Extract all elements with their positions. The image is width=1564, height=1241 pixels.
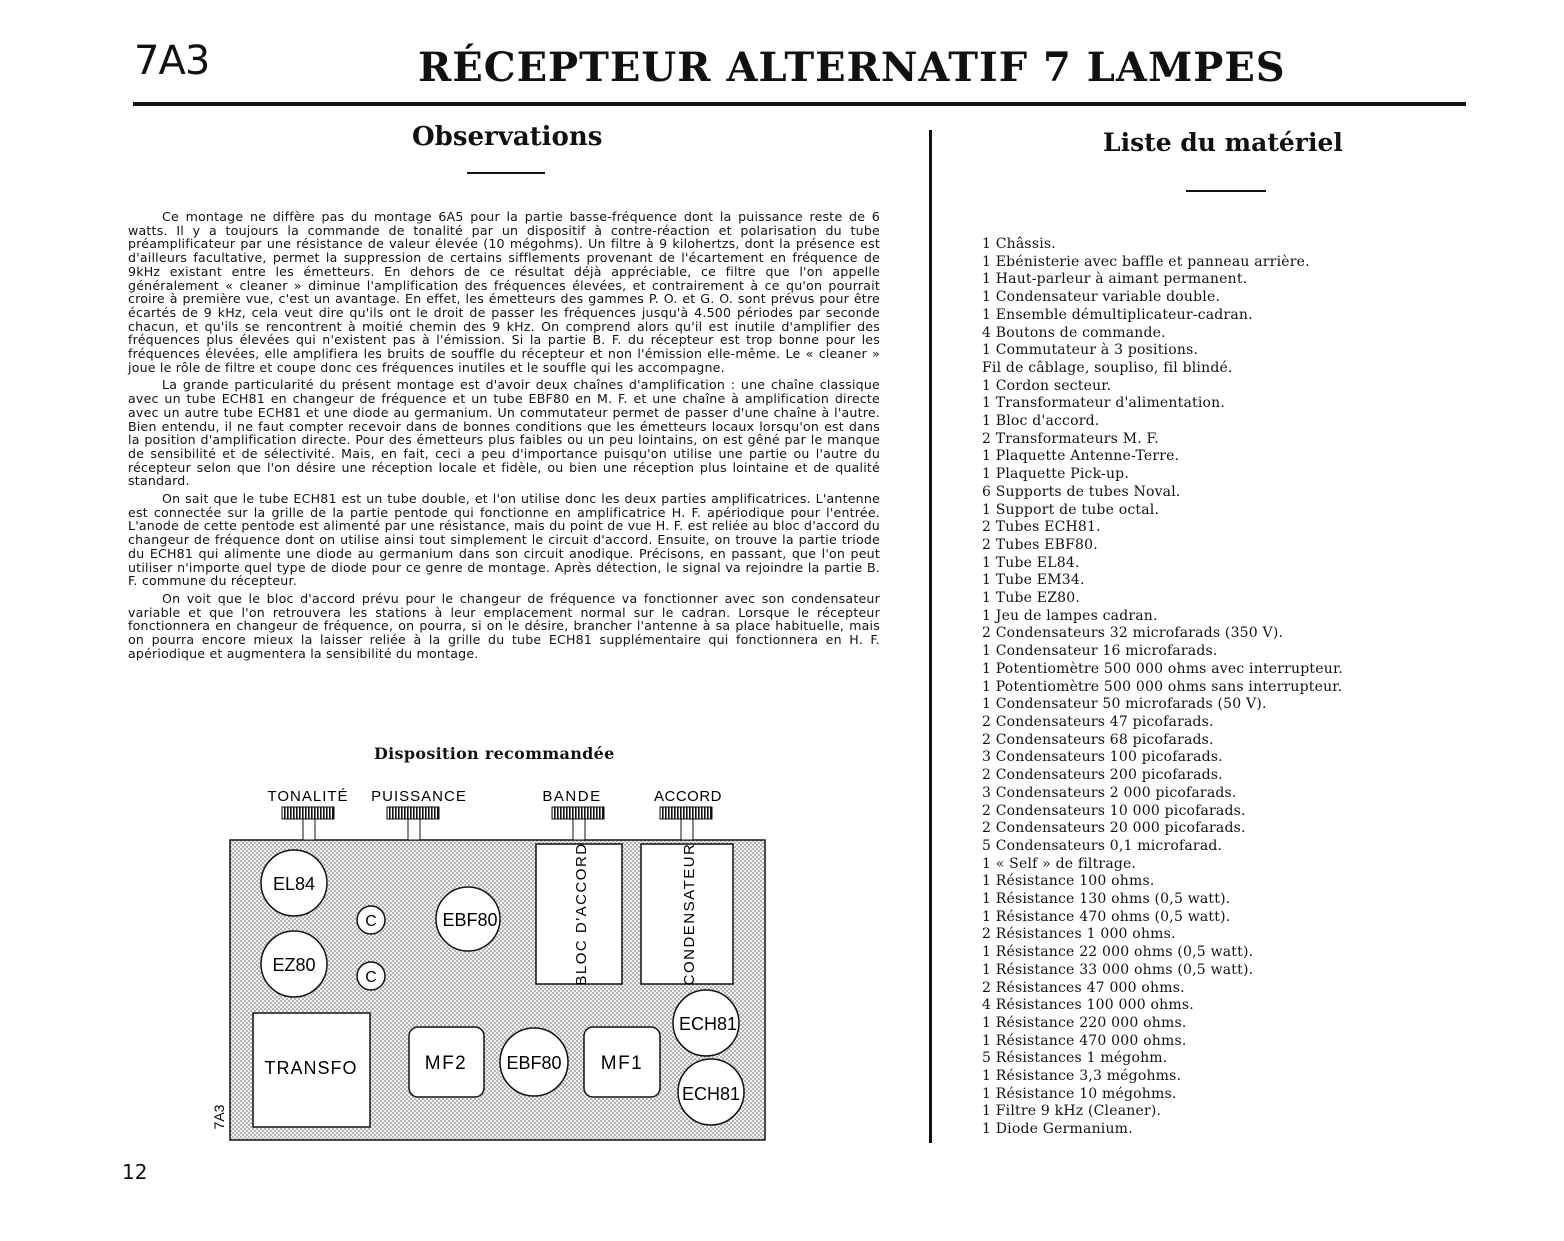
materials-list-item: 1 Support de tube octal.	[982, 501, 1160, 518]
materials-list-item: 2 Résistances 1 000 ohms.	[982, 926, 1176, 943]
materials-list-item: 1 Résistance 220 000 ohms.	[982, 1014, 1187, 1031]
materials-list-item: 2 Condensateurs 20 000 picofarads.	[982, 820, 1246, 837]
materials-list-item: 2 Condensateurs 200 picofarads.	[982, 767, 1223, 784]
materials-list-item: 1 Résistance 33 000 ohms (0,5 watt).	[982, 961, 1254, 978]
materials-list-item: 1 Cordon secteur.	[982, 377, 1112, 394]
diagram-title: Disposition recommandée	[374, 744, 615, 763]
column-divider	[929, 130, 932, 1143]
knob-label-bande: BANDE	[542, 788, 602, 805]
knob-label-tonalite: TONALITÉ	[267, 788, 349, 805]
materials-list-item: 1 Résistance 470 ohms (0,5 watt).	[982, 908, 1231, 925]
materials-list-item: 1 Tube EZ80.	[982, 590, 1081, 607]
materials-list-item: 1 Potentiomètre 500 000 ohms sans interrupteur.	[982, 678, 1343, 695]
knob-puissance	[387, 807, 439, 840]
layout-diagram	[200, 780, 780, 1150]
observations-paragraph: On voit que le bloc d'accord prévu pour le changeur de fréquence va fonctionner avec son condensateur variable et que l'on retrouvera les stations à leur emplacement normal sur le cadran. Lorsque le récepteur fonctionnera en changeur de fréquence, on pourra, si on le désire, brancher l'antenne à sa place habituelle, mais on pourra encore mieux la laisser reliée à la grille du tube ECH81 supplémentaire qui fonctionnera en H. F. apériodique et augmentera la sensibilité du montage.	[128, 590, 880, 661]
materials-list-item: 1 Résistance 3,3 mégohms.	[982, 1068, 1182, 1085]
materials-list-item: 1 Condensateur variable double.	[982, 289, 1221, 306]
materials-list-item: 6 Supports de tubes Noval.	[982, 483, 1181, 500]
materials-list-item: 1 Résistance 100 ohms.	[982, 873, 1155, 890]
materials-list-item: 1 « Self » de filtrage.	[982, 855, 1137, 872]
materials-list-item: 2 Tubes ECH81.	[982, 519, 1101, 536]
materials-list-item: 2 Condensateurs 68 picofarads.	[982, 731, 1214, 748]
materials-list	[982, 236, 1362, 1139]
materials-list-item: Fil de câblage, soupliso, fil blindé.	[982, 359, 1233, 376]
tube-label: EBF80	[506, 1053, 562, 1073]
capacitor-label: C	[365, 969, 377, 986]
materials-list-item: 1 Commutateur à 3 positions.	[982, 342, 1199, 359]
materials-list-item: 1 Filtre 9 kHz (Cleaner).	[982, 1103, 1162, 1120]
mf1-label: MF1	[600, 1053, 644, 1074]
materials-list-item: 4 Boutons de commande.	[982, 324, 1166, 341]
materials-list-item: 1 Potentiomètre 500 000 ohms avec interrupteur.	[982, 660, 1343, 677]
materials-list-item: 1 Résistance 10 mégohms.	[982, 1085, 1177, 1102]
materials-list-item: 2 Condensateurs 32 microfarads (350 V).	[982, 625, 1284, 642]
materials-list-item: 1 Plaquette Antenne-Terre.	[982, 448, 1180, 465]
materials-list-item: 1 Ensemble démultiplicateur-cadran.	[982, 306, 1253, 323]
tube-label: ECH81	[681, 1084, 741, 1104]
materials-list-item: 2 Résistances 47 000 ohms.	[982, 979, 1185, 996]
materials-list-item: 2 Condensateurs 47 picofarads.	[982, 713, 1214, 730]
knob-tonalite	[282, 807, 334, 840]
condensateur-label: CONDENSATEUR	[681, 842, 698, 986]
page-number: 12	[122, 1160, 148, 1184]
materials-list-item: 5 Résistances 1 mégohm.	[982, 1050, 1168, 1067]
page-code: 7A3	[134, 38, 210, 84]
materials-list-item: 4 Résistances 100 000 ohms.	[982, 997, 1194, 1014]
mf2-label: MF2	[424, 1053, 468, 1074]
chassis-mark: 7A3	[211, 1104, 227, 1130]
observations-body	[128, 210, 880, 665]
knob-label-puissance: PUISSANCE	[371, 788, 467, 805]
materials-list-item: 5 Condensateurs 0,1 microfarad.	[982, 837, 1223, 854]
knob-accord	[660, 807, 712, 840]
capacitor-label: C	[365, 913, 377, 930]
materials-list-item: 1 Résistance 470 000 ohms.	[982, 1032, 1187, 1049]
page-title: RÉCEPTEUR ALTERNATIF 7 LAMPES	[418, 44, 1286, 91]
bloc-accord-label: BLOC D'ACCORD	[573, 842, 590, 986]
observations-heading: Observations	[412, 122, 603, 152]
header-rule	[133, 102, 1466, 106]
materials-list-item: 1 Jeu de lampes cadran.	[982, 607, 1158, 624]
materials-list-item: 1 Plaquette Pick-up.	[982, 466, 1129, 483]
materials-list-item: 1 Haut-parleur à aimant permanent.	[982, 271, 1248, 288]
materials-list-item: 1 Transformateur d'alimentation.	[982, 395, 1225, 412]
observations-paragraph: Ce montage ne diffère pas du montage 6A5 pour la partie basse-fréquence dont la puissance reste de 6 watts. Il y a toujours la commande de tonalité par un dispositif à contre-réaction et polarisation du tube préamplificateur par une résistance de valeur élevée (10 mégohms). Un filtre à 9 kilohertzs, dont la présence est d'ailleurs facultative, permet la suppression de certains sifflements provenant de l'écartement en fréquence de 9kHz existant entre les émetteurs. En dehors de ce résultat déjà appréciable, ce filtre que l'on appelle généralement « cleaner » diminue l'amplification des fréquences élevées, et contrairement à ce qu'on pourrait croire à première vue, c'est un avantage. En effet, les émetteurs des gammes P. O. et G. O. sont prévus pour être écartés de 9 kHz, cela veut dire qu'ils ont le droit de passer les fréquences jusqu'à 4.500 périodes par seconde chacun, et qu'ils se rencontrent à moitié chemin des 9 kHz. On comprend alors qu'il est inutile d'amplifier des fréquences plus élevées qui n'existent pas à l'émission. Si la partie B. F. du récepteur est trop bonne pour les fréquences élevées, elle amplifiera les bruits de souffle du récepteur et non l'émission elle-même. Le « cleaner » joue le rôle de filtre et coupe donc ces fréquences inutiles et le souffle qui les accompagne.	[128, 209, 880, 375]
tube-label: ECH81	[678, 1014, 738, 1034]
materials-list-item: 1 Condensateur 50 microfarads (50 V).	[982, 696, 1267, 713]
materials-list-item: 3 Condensateurs 100 picofarads.	[982, 749, 1223, 766]
materials-list-item: 1 Résistance 130 ohms (0,5 watt).	[982, 891, 1231, 908]
materials-list-item: 1 Ebénisterie avec baffle et panneau arrière.	[982, 253, 1310, 270]
observations-paragraph: On sait que le tube ECH81 est un tube double, et l'on utilise donc les deux parties amplificatrices. L'antenne est connectée sur la grille de la partie pentode qui fonctionne en amplificatrice H. F. apériodique pour l'entrée. L'anode de cette pentode est alimenté par une résistance, mais du point de vue H. F. est reliée au bloc d'accord du changeur de fréquence dont on utilise ainsi tout simplement le circuit d'accord. Ensuite, on trouve la partie triode du ECH81 qui alimente une diode au germanium dans son circuit anodique. Précisons, en passant, que l'on peut utiliser n'importe quel type de diode pour ce genre de montage. Après détection, le signal va rejoindre la partie B. F. commune du récepteur.	[128, 491, 880, 589]
materials-heading-rule	[1186, 190, 1266, 192]
tube-label: EBF80	[442, 910, 498, 930]
materials-list-item: 1 Condensateur 16 microfarads.	[982, 643, 1218, 660]
observations-paragraph: La grande particularité du présent montage est d'avoir deux chaînes d'amplification : une chaîne classique avec un tube ECH81 en changeur de fréquence et un tube EBF80 en M. F. et une chaîne à amplification directe avec un autre tube ECH81 et une diode au germanium. Un commutateur permet de passer d'une chaîne à l'autre. Bien entendu, il ne faut compter recevoir dans de bonnes conditions que les émetteurs locaux lorsqu'on est dans la position d'amplification directe. Pour des émetteurs plus faibles ou un peu lointains, on est gêné par le manque de sensibilité et de sélectivité. Mais, en fait, ceci a peu d'importance puisqu'on utilise une partie ou l'autre du récepteur selon que l'on désire une réception locale et fidèle, ou bien une réception plus lointaine et de qualité standard.	[128, 377, 880, 489]
materials-heading: Liste du matériel	[1103, 128, 1343, 157]
tube-label: EZ80	[272, 955, 316, 975]
materials-list-item: 2 Condensateurs 10 000 picofarads.	[982, 802, 1246, 819]
materials-list-item: 1 Résistance 22 000 ohms (0,5 watt).	[982, 944, 1254, 961]
materials-list-item: 2 Transformateurs M. F.	[982, 430, 1159, 447]
materials-list-item: 1 Tube EL84.	[982, 554, 1080, 571]
materials-list-item: 1 Bloc d'accord.	[982, 413, 1100, 430]
materials-list-item: 2 Tubes EBF80.	[982, 536, 1098, 553]
knob-bande	[552, 807, 604, 840]
tube-label: EL84	[272, 874, 316, 894]
materials-list-item: 1 Diode Germanium.	[982, 1121, 1133, 1138]
knob-label-accord: ACCORD	[653, 788, 723, 805]
transfo-label: TRANSFO	[264, 1058, 358, 1078]
observations-heading-rule	[467, 172, 545, 174]
materials-list-item: 1 Châssis.	[982, 236, 1056, 252]
materials-list-item: 3 Condensateurs 2 000 picofarads.	[982, 784, 1237, 801]
materials-list-item: 1 Tube EM34.	[982, 572, 1085, 589]
